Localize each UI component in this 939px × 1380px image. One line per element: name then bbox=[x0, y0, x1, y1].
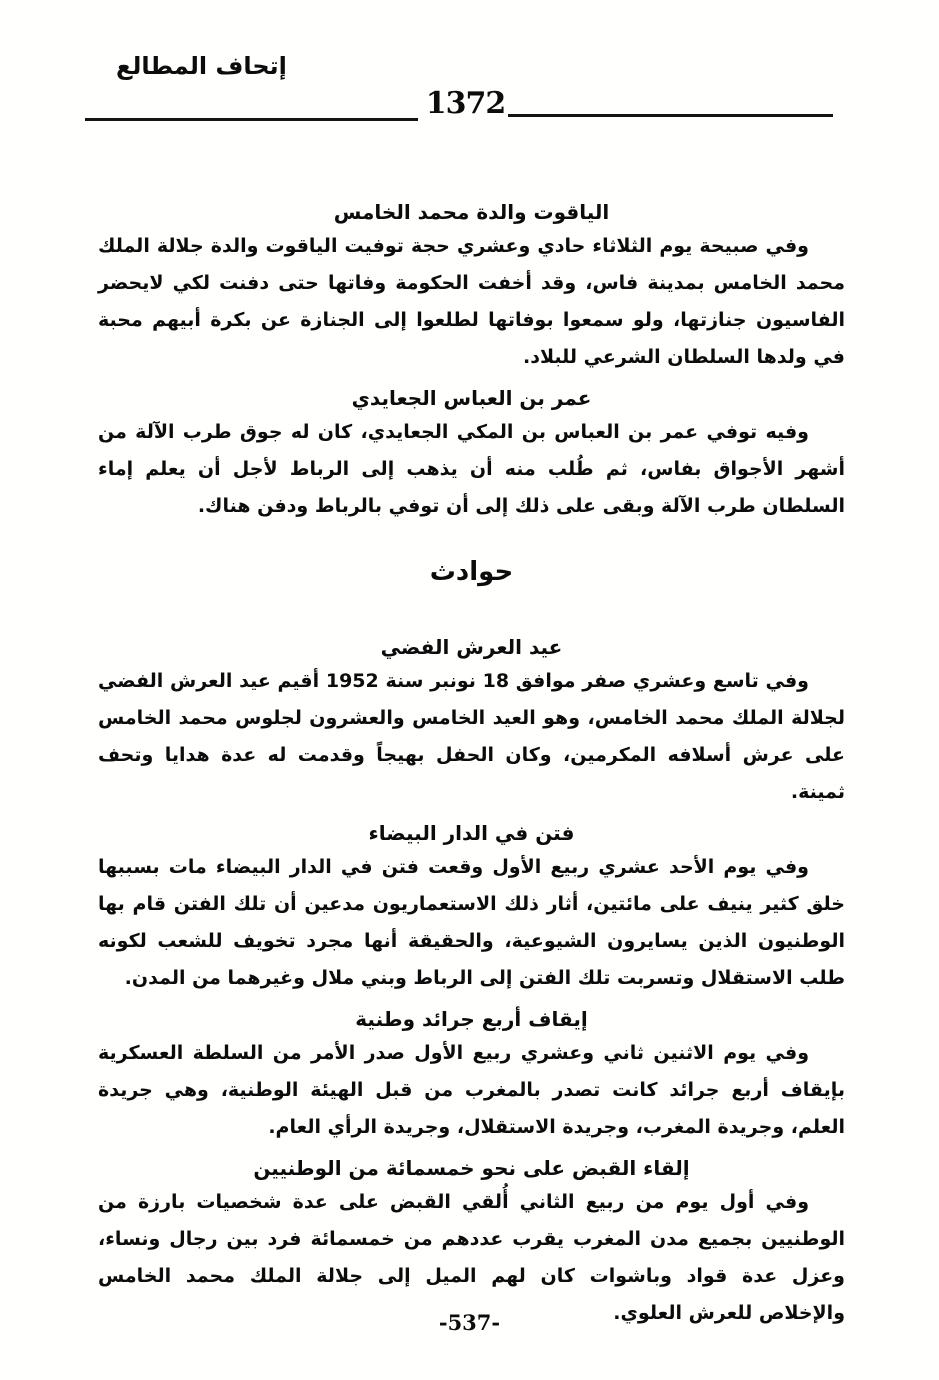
section-arrests bbox=[98, 1152, 845, 1332]
section-casablanca-riots bbox=[98, 817, 845, 997]
section-body: وفي تاسع وعشري صفر موافق 18 نونبر سنة 1952 أقيم عيد العرش الفضي لجلالة الملك محمد الخامس، وهو العيد الخامس والعشرون لجلوس محمد الخامس على عرش أسلافه المكرمين، وكان الحفل بهيجاً وقدمت له عدة هدايا وتحف ثمينة. bbox=[98, 670, 845, 803]
section-heading: عيد العرش الفضي bbox=[380, 635, 563, 659]
section-heading: عمر بن العباس الجعايدي bbox=[351, 386, 592, 410]
header-rule-left bbox=[85, 118, 418, 121]
section-heading: فتن في الدار البيضاء bbox=[368, 821, 575, 845]
section-body: وفي يوم الاثنين ثاني وعشري ربيع الأول صدر الأمر من السلطة العسكرية بإيقاف أربع جرائد كانت تصدر بالمغرب من قبل الهيئة الوطنية، وهي جريدة العلم، وجريدة المغرب، وجريدة الاستقلال، وجريدة الرأي العام. bbox=[98, 1042, 845, 1138]
section-body: وفي يوم الأحد عشري ربيع الأول وقعت فتن في الدار البيضاء مات بسببها خلق كثير ينيف على مائتين، أثار ذلك الاستعماريون مدعين أن تلك الفتن قام بها الوطنيون الذين يسايرون الشيوعية، والحقيقة أنها مجرد تخويف للشعب لكونه طلب الاستقلال وتسربت تلك الفتن إلى الرباط وبني ملال وغيرهما من المدن. bbox=[98, 856, 845, 989]
section-heading: الياقوت والدة محمد الخامس bbox=[333, 200, 610, 224]
section-heading: إيقاف أربع جرائد وطنية bbox=[355, 1007, 588, 1031]
folio-number: 1372 bbox=[425, 86, 506, 121]
chapter-title: حوادث bbox=[429, 557, 514, 587]
header-rule-right bbox=[508, 114, 833, 117]
footer-page-number: -537- bbox=[438, 1310, 501, 1335]
book-title: إتحاف المطالع bbox=[116, 52, 287, 80]
section-newspapers-ban bbox=[98, 1003, 845, 1146]
section-body: وفي أول يوم من ربيع الثاني أُلقي القبض على عدة شخصيات بارزة من الوطنيين بجميع مدن المغرب يقرب عددهم من خمسمائة فرد بين رجال ونساء، وعزل عدة قواد وباشوات كان لهم الميل إلى جلالة الملك محمد الخامس والإخلاص للعرش العلوي. bbox=[98, 1191, 845, 1324]
section-omar-jaaydi bbox=[98, 382, 845, 525]
page-content bbox=[98, 190, 845, 1332]
section-body: وفيه توفي عمر بن العباس بن المكي الجعايدي، كان له جوق طرب الآلة من أشهر الأجواق بفاس، ثم طُلب منه أن يذهب إلى الرباط لأجل أن يعلم إماء السلطان طرب الآلة وبقى على ذلك إلى أن توفي بالرباط ودفن هناك. bbox=[98, 421, 845, 517]
section-body: وفي صبيحة يوم الثلاثاء حادي وعشري حجة توفيت الياقوت والدة جلالة الملك محمد الخامس بمدينة فاس، وقد أخفت الحكومة وفاتها حتى دفنت لكي لايحضر الفاسيون جنازتها، ولو سمعوا بوفاتها لطلعوا إلى الجنازة عن بكرة أبيهم محبة في ولدها السلطان الشرعي للبلاد. bbox=[98, 235, 845, 368]
section-yaqut bbox=[98, 196, 845, 376]
section-silver-throne-feast bbox=[98, 631, 845, 811]
section-heading: إلقاء القبض على نحو خمسمائة من الوطنيين bbox=[253, 1156, 690, 1180]
